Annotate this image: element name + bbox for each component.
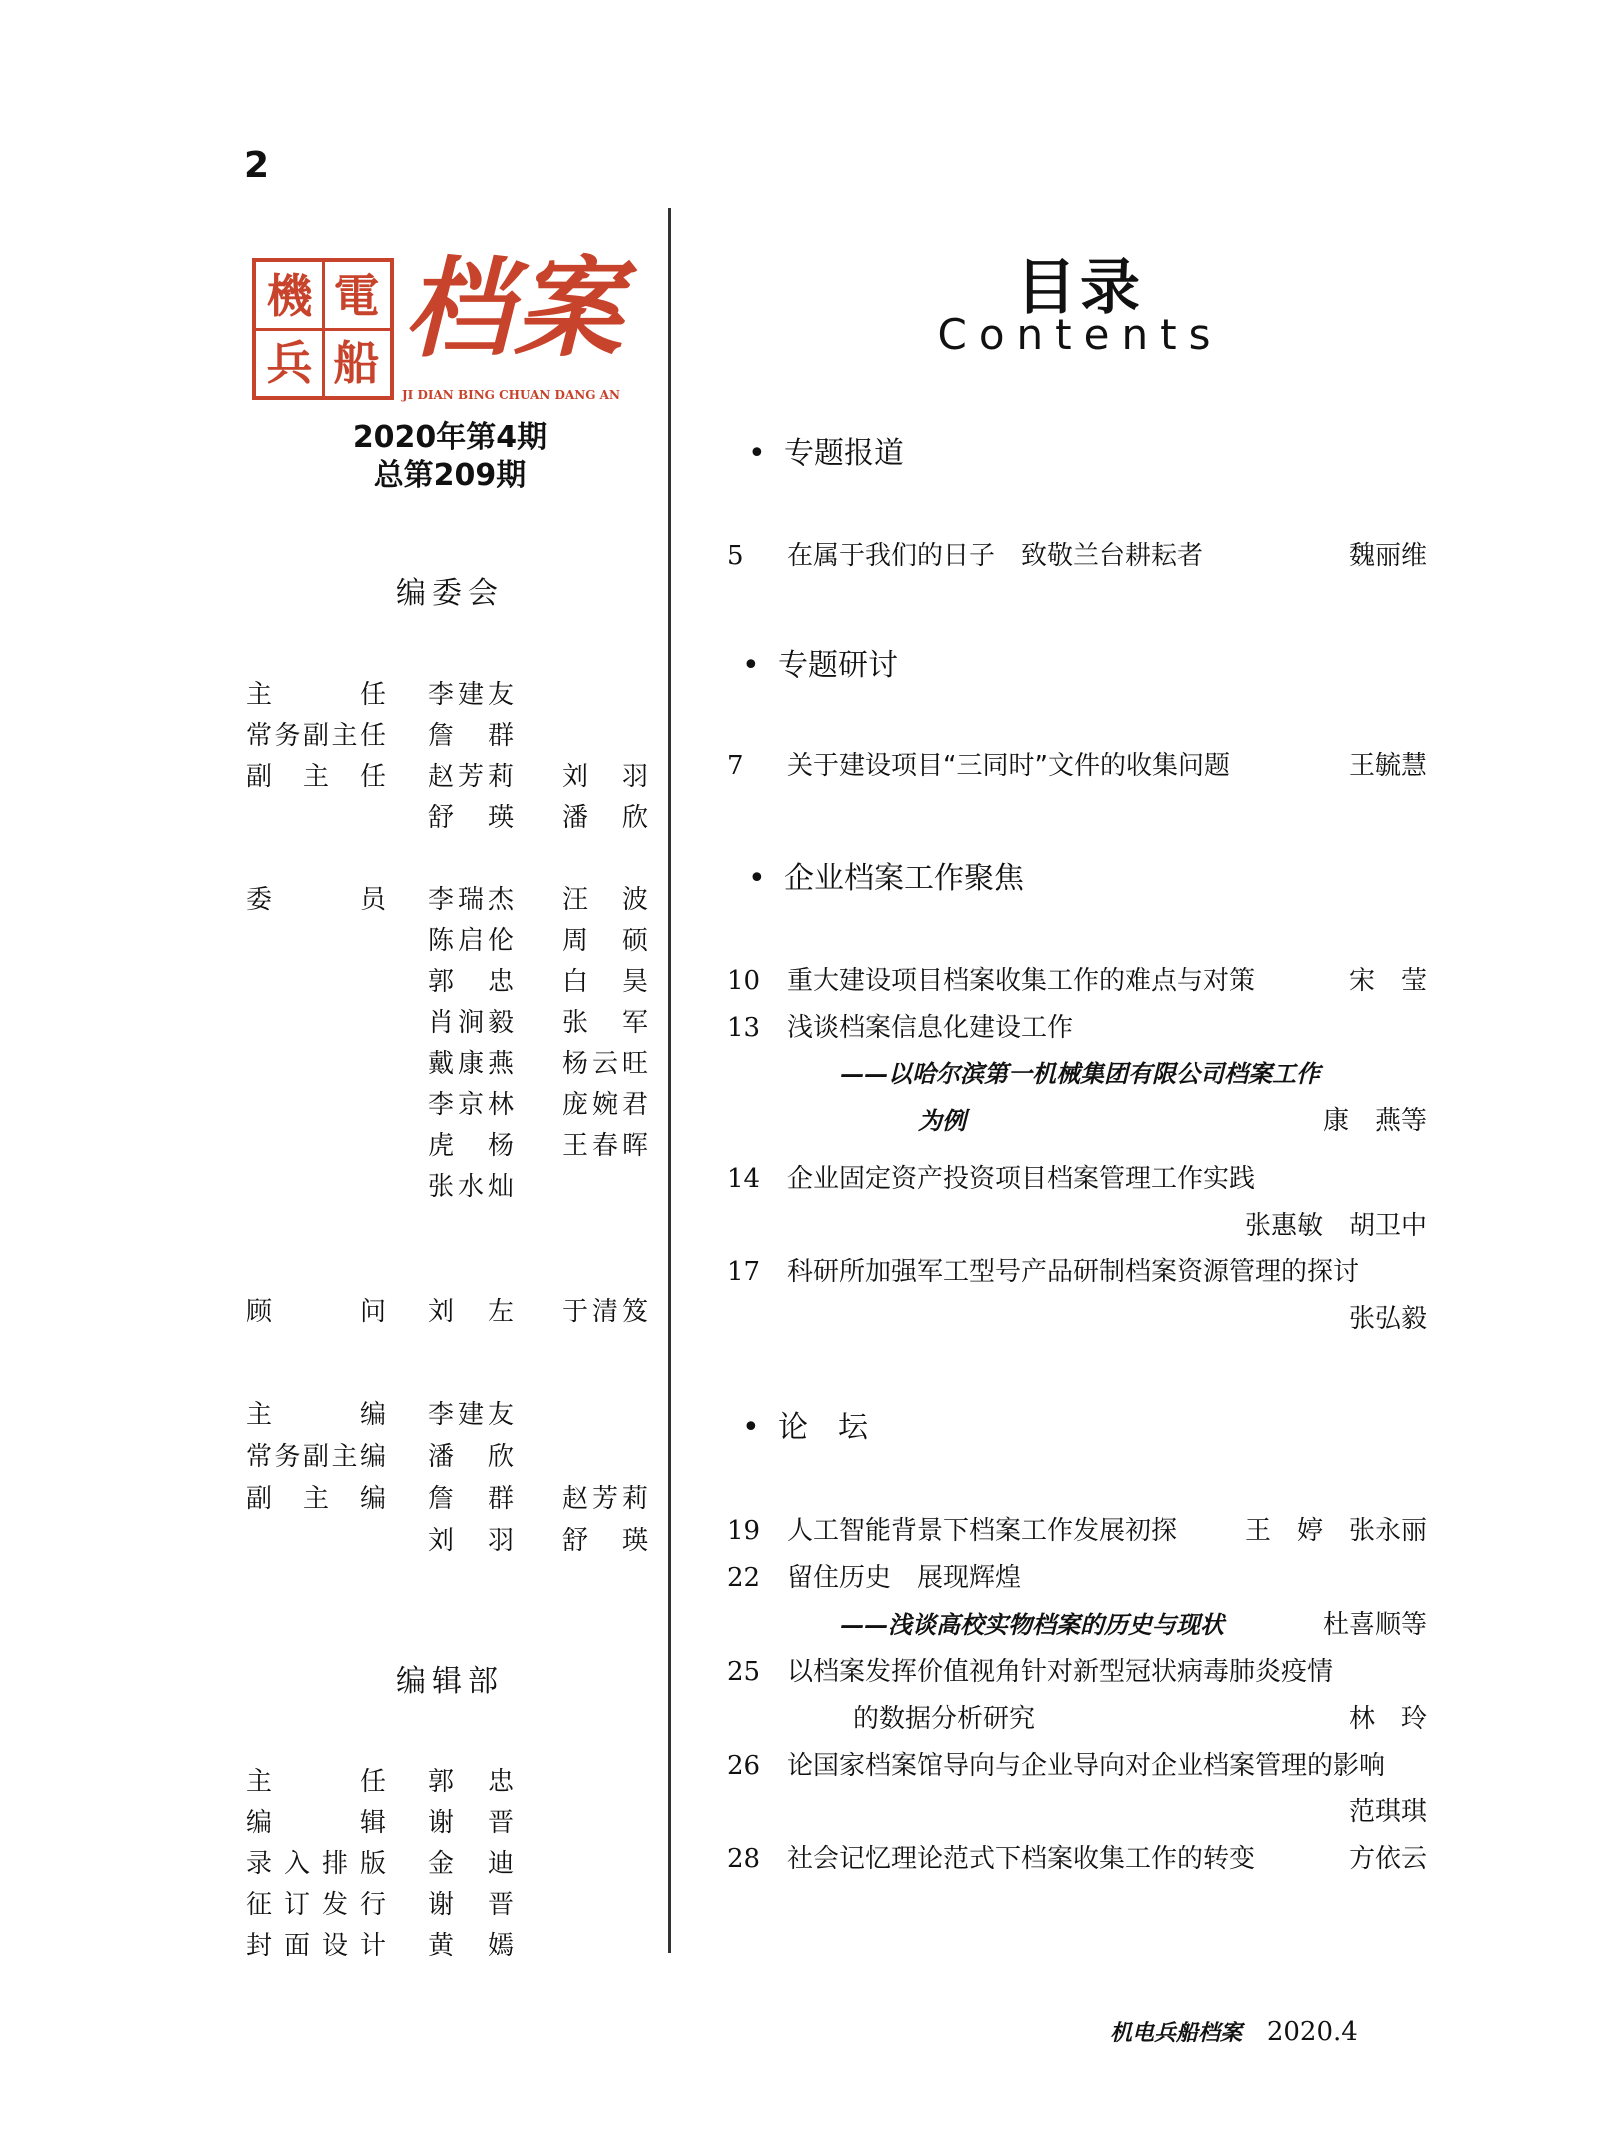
roster-name: 李建友	[428, 1400, 514, 1430]
journal-logo	[252, 246, 632, 408]
editorial-title: 编辑部	[396, 1664, 504, 1699]
toc-page-number: 25	[727, 1657, 761, 1687]
toc-entry-author: 宋 莹	[1348, 966, 1427, 996]
toc-entry-title: 人工智能背景下档案工作发展初探	[787, 1516, 1178, 1546]
footer-issue: 2020.4	[1266, 2017, 1358, 2047]
toc-entry	[727, 747, 1427, 785]
toc-page-number: 10	[727, 966, 761, 996]
toc-entry-author: 王 婷 张永丽	[1244, 1516, 1427, 1546]
roster-name: 舒瑛	[428, 803, 514, 833]
toc-entry	[727, 1747, 1427, 1785]
roster-role: 录入排版	[246, 1849, 386, 1879]
toc-section-heading	[748, 853, 1024, 897]
bullet-icon: •	[742, 648, 760, 683]
toc-entry-title: 留住历史 展现辉煌	[787, 1563, 1022, 1593]
roster-role: 征订发行	[246, 1890, 386, 1920]
roster-role: 封面设计	[246, 1931, 386, 1961]
issue-total: 总第209期	[373, 458, 527, 493]
roster-name: 白昊	[562, 967, 648, 997]
toc-entry-author: 张惠敏 胡卫中	[1244, 1211, 1427, 1241]
toc-page-number: 5	[727, 541, 744, 571]
roster-name: 刘左	[428, 1297, 514, 1327]
roster-name: 谢晋	[428, 1808, 514, 1838]
toc-section-name: 专题研讨	[778, 648, 898, 683]
roster-role: 委员	[246, 885, 386, 915]
toc-entry	[727, 1840, 1427, 1878]
roster-name: 谢晋	[428, 1890, 514, 1920]
toc-entry-subtitle: ——以哈尔滨第一机械集团有限公司档案工作	[840, 1059, 1320, 1088]
issue-number: 2020年第4期	[352, 420, 548, 455]
toc-entry-title: 在属于我们的日子 致敬兰台耕耘者	[787, 541, 1204, 571]
bullet-icon: •	[748, 861, 766, 896]
toc-entry-author: 林 玲	[1348, 1704, 1427, 1734]
logo-title: 档案	[404, 246, 625, 372]
toc-entry-author: 王毓慧	[1348, 751, 1427, 781]
toc-entry-title: 企业固定资产投资项目档案管理工作实践	[787, 1164, 1256, 1194]
roster-name: 赵芳莉	[562, 1484, 648, 1514]
roster-name: 虎杨	[428, 1131, 514, 1161]
toc-page-number: 13	[727, 1013, 761, 1043]
toc-entry-subtitle: 为例	[918, 1106, 966, 1135]
page-number: 2	[244, 145, 270, 186]
roster-role: 常务副主编	[246, 1442, 386, 1472]
toc-entry-author: 康 燕等	[1322, 1106, 1427, 1136]
seal-char: 兵	[266, 335, 313, 390]
logo-pinyin: JI DIAN BING CHUAN DANG AN	[402, 388, 620, 402]
roster-name: 黄嫣	[428, 1931, 514, 1961]
toc-entry-title: 社会记忆理论范式下档案收集工作的转变	[787, 1844, 1256, 1874]
roster-name: 肖涧毅	[428, 1008, 514, 1038]
toc-page-number: 19	[727, 1516, 761, 1546]
bullet-icon: •	[748, 436, 766, 471]
toc-entry	[727, 537, 1427, 575]
footer-journal: 机电兵船档案	[1110, 2020, 1243, 2046]
roster-name: 郭忠	[428, 1767, 514, 1797]
toc-page-number: 7	[727, 751, 744, 781]
toc-entry-author: 魏丽维	[1348, 541, 1427, 571]
roster-name: 戴康燕	[428, 1049, 514, 1079]
toc-page-number: 22	[727, 1563, 761, 1593]
toc-title: 目录	[1016, 253, 1144, 323]
roster-name: 王春晖	[562, 1131, 648, 1161]
bullet-icon: •	[742, 1410, 760, 1445]
roster-name: 潘欣	[428, 1442, 514, 1472]
roster-role: 编辑	[246, 1808, 386, 1838]
toc-entry	[727, 1160, 1427, 1198]
column-divider	[668, 208, 671, 1953]
toc-entry-subtitle: ——浅谈高校实物档案的历史与现状	[840, 1610, 1224, 1639]
toc-page-number: 14	[727, 1164, 761, 1194]
toc-entry	[727, 1653, 1427, 1691]
toc-entry-author: 范琪琪	[1348, 1797, 1427, 1827]
roster-name: 于清笈	[562, 1297, 648, 1327]
toc-entry-title: 以档案发挥价值视角针对新型冠状病毒肺炎疫情	[787, 1657, 1334, 1687]
roster-name: 李京林	[428, 1090, 514, 1120]
toc-section-heading	[742, 640, 898, 684]
roster-name: 周硕	[562, 926, 648, 956]
roster-name: 李建友	[428, 680, 514, 710]
roster-role: 主任	[246, 1767, 386, 1797]
committee-title: 编委会	[396, 576, 504, 611]
toc-page-number: 26	[727, 1751, 761, 1781]
toc-entry-author: 张弘毅	[1348, 1304, 1427, 1334]
toc-entry	[727, 1009, 1427, 1047]
toc-entry-author: 方依云	[1348, 1844, 1427, 1874]
roster-name: 庞婉君	[562, 1090, 648, 1120]
roster-name: 舒瑛	[562, 1526, 648, 1556]
roster-name: 陈启伦	[428, 926, 514, 956]
roster-name: 金迪	[428, 1849, 514, 1879]
toc-entry-author: 杜喜顺等	[1322, 1610, 1427, 1640]
roster-name: 郭忠	[428, 967, 514, 997]
toc-section-heading	[748, 428, 904, 472]
toc-entry	[727, 962, 1427, 1000]
roster-name: 张军	[562, 1008, 648, 1038]
roster-name: 刘羽	[428, 1526, 514, 1556]
roster-name: 汪波	[562, 885, 648, 915]
roster-name: 刘羽	[562, 762, 648, 792]
roster-name: 潘欣	[562, 803, 648, 833]
roster-role: 副主编	[246, 1484, 386, 1514]
roster-name: 詹群	[428, 721, 514, 751]
toc-entry-title: 论国家档案馆导向与企业导向对企业档案管理的影响	[787, 1751, 1386, 1781]
toc-section-name: 企业档案工作聚焦	[784, 861, 1024, 896]
toc-section-heading	[742, 1402, 868, 1446]
seal-char: 電	[333, 268, 380, 323]
seal-char: 船	[333, 335, 380, 390]
roster-role: 主编	[246, 1400, 386, 1430]
toc-section-name: 专题报道	[784, 436, 904, 471]
toc-page-number: 28	[727, 1844, 761, 1874]
roster-name: 赵芳莉	[428, 762, 514, 792]
toc-page-number: 17	[727, 1257, 761, 1287]
roster-role: 顾问	[246, 1297, 386, 1327]
roster-name: 詹群	[428, 1484, 514, 1514]
toc-section-name: 论 坛	[778, 1410, 868, 1445]
toc-entry	[727, 1253, 1427, 1291]
toc-entry-title: 科研所加强军工型号产品研制档案资源管理的探讨	[787, 1257, 1360, 1287]
toc-entry-title: 关于建设项目“三同时”文件的收集问题	[787, 751, 1230, 781]
toc-entry	[727, 1512, 1427, 1550]
roster-name: 李瑞杰	[428, 885, 514, 915]
footer	[1110, 2016, 1358, 2047]
toc-subtitle: Contents	[937, 310, 1223, 359]
logo-seal	[252, 258, 394, 400]
seal-char: 機	[266, 268, 313, 323]
toc-entry-title: 重大建设项目档案收集工作的难点与对策	[787, 966, 1256, 996]
roster-role: 主任	[246, 680, 386, 710]
roster-name: 张水灿	[428, 1172, 514, 1202]
roster-role: 副主任	[246, 762, 386, 792]
toc-entry-title: 浅谈档案信息化建设工作	[787, 1013, 1074, 1043]
roster-role: 常务副主任	[246, 721, 386, 751]
roster-name: 杨云旺	[562, 1049, 648, 1079]
toc-entry	[727, 1559, 1427, 1597]
toc-entry-title-continued: 的数据分析研究	[853, 1704, 1036, 1734]
